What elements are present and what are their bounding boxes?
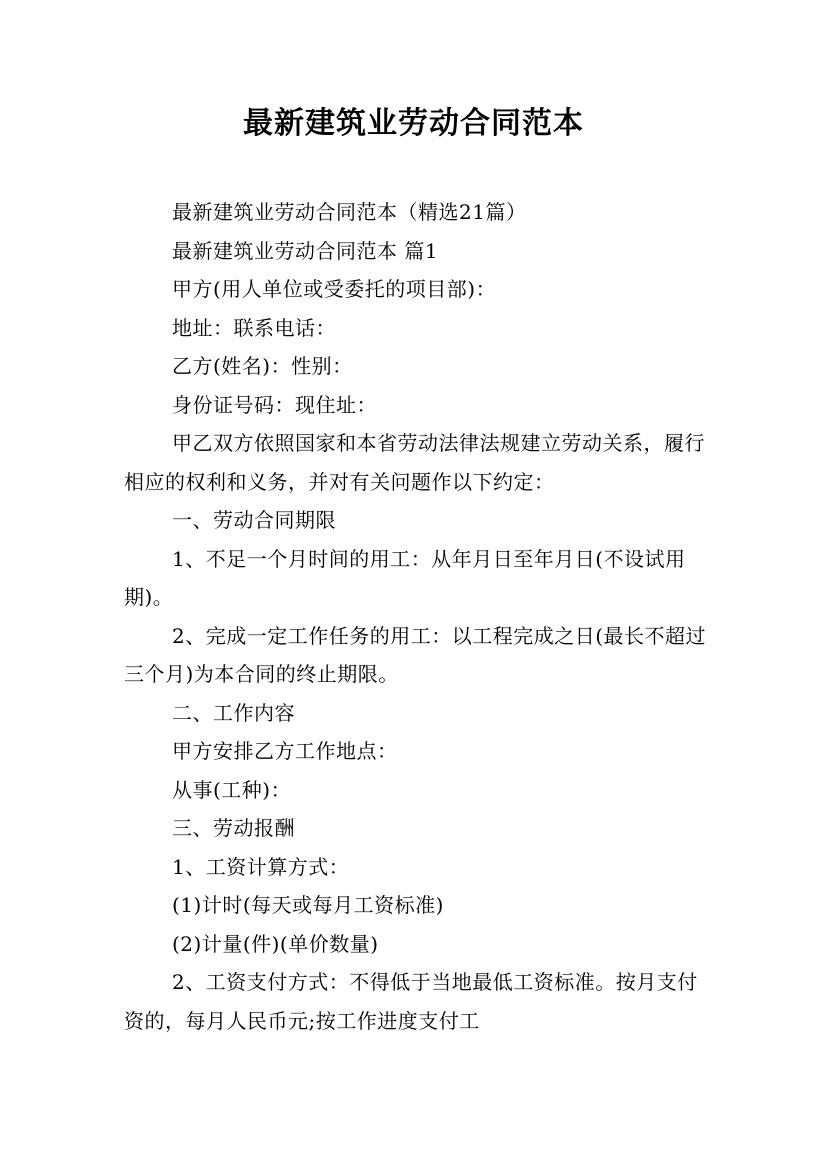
paragraph-term-1: 1、不足一个月时间的用工：从年月日至年月日(不设试用期)。 bbox=[124, 546, 686, 609]
paragraph-pay-schedule: 2、工资支付方式：不得低于当地最低工资标准。按月支付资的，每月人民币元;按工作进度支付工 bbox=[124, 970, 698, 1033]
paragraph-heading-work: 二、工作内容 bbox=[172, 700, 295, 725]
paragraph-pay-method: 1、工资计算方式： bbox=[172, 854, 350, 879]
paragraph-heading-term: 一、劳动合同期限 bbox=[172, 508, 336, 532]
paragraph-section-heading: 最新建筑业劳动合同范本 篇1 bbox=[172, 238, 439, 263]
paragraph-party-b: 乙方(姓名)：性别： bbox=[172, 354, 353, 378]
document-body bbox=[124, 193, 709, 1040]
paragraph-agreement: 甲乙双方依照国家和本省劳动法律法规建立劳动关系，履行相应的权利和义务，并对有关问题作以下约定： bbox=[124, 431, 705, 494]
paragraph-work-location: 甲方安排乙方工作地点： bbox=[172, 739, 398, 763]
paragraph-pay-piece: (2)计量(件)(单价数量) bbox=[172, 931, 379, 956]
paragraph-subtitle: 最新建筑业劳动合同范本（精选21篇） bbox=[172, 200, 527, 224]
paragraph-work-type: 从事(工种)： bbox=[172, 777, 292, 802]
paragraph-address: 地址：联系电话： bbox=[172, 315, 336, 340]
paragraph-pay-time: (1)计时(每天或每月工资标准) bbox=[172, 893, 444, 917]
paragraph-heading-pay: 三、劳动报酬 bbox=[172, 816, 295, 840]
document-title: 最新建筑业劳动合同范本 bbox=[243, 106, 584, 141]
paragraph-id-number: 身份证号码：现住址： bbox=[172, 392, 377, 417]
paragraph-party-a: 甲方(用人单位或受委托的项目部)： bbox=[172, 277, 497, 301]
paragraph-term-2: 2、完成一定工作任务的用工：以工程完成之日(最长不超过三个月)为本合同的终止期限。 bbox=[124, 623, 707, 686]
